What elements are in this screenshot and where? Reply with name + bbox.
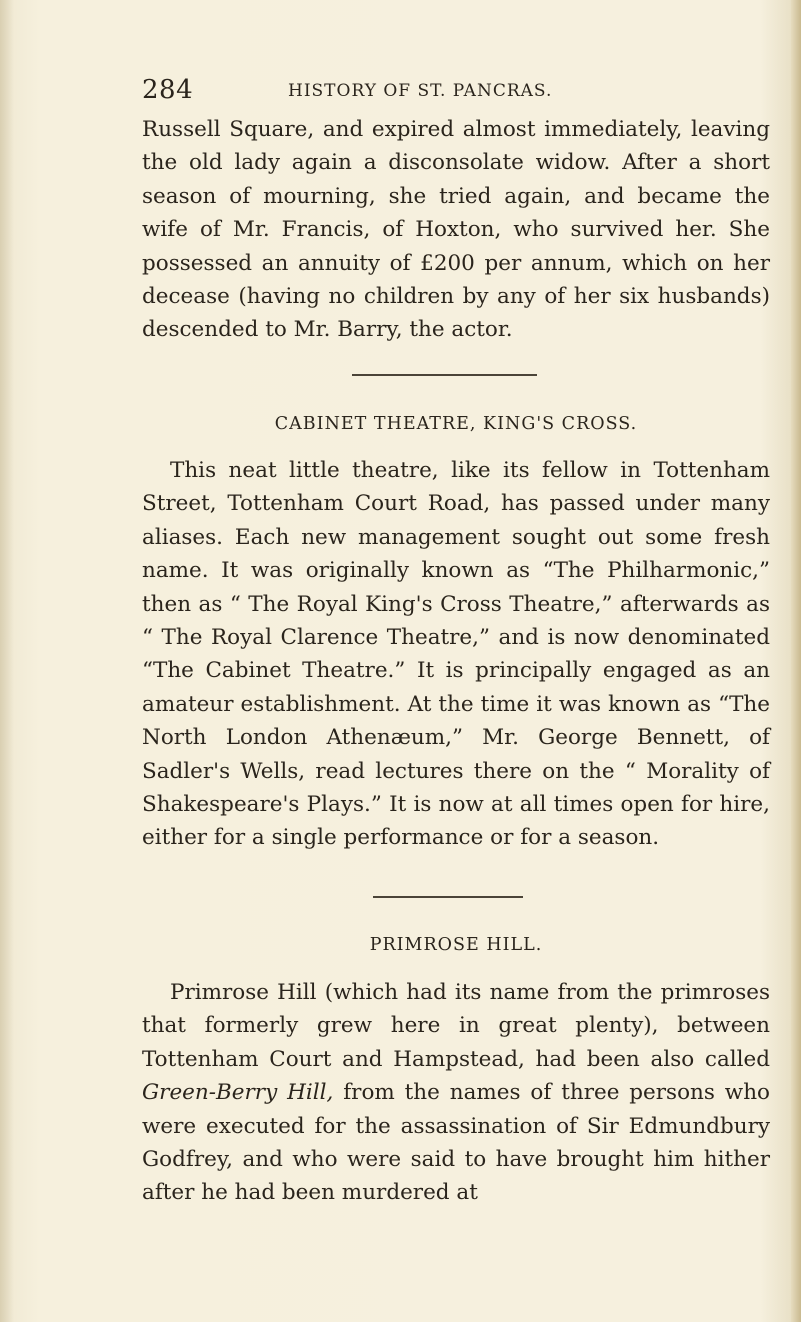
section-divider	[352, 374, 537, 376]
section-title-primrose-hill: PRIMROSE HILL.	[369, 935, 543, 955]
green-berry-hill-italic: Green-Berry Hill,	[142, 1080, 334, 1106]
primrose-hill-text-end: from the names of three persons who were executed for the assassination of Sir Edmundbury Godfrey, and who were said to have brought him hither after he had been murdered at	[142, 1080, 770, 1206]
page-number: 284	[142, 75, 194, 105]
section-title-cabinet-theatre: CABINET THEATRE, KING'S CROSS.	[274, 414, 638, 434]
primrose-hill-paragraph-block	[142, 976, 770, 1210]
primrose-hill-paragraph	[142, 976, 770, 1210]
section-divider	[373, 896, 523, 898]
opening-paragraph: Russell Square, and expired almost immediately, leaving the old lady again a disconsolate widow. After a short season of mourning, she tried again, and became the wife of Mr. Francis, of Hoxton, who survived her. She possessed an annuity of £200 per annum, which on her decease (having no children by any of her six husbands) descended to Mr. Barry, the actor.	[142, 117, 770, 343]
running-head: HISTORY OF ST. PANCRAS.	[288, 81, 553, 101]
cabinet-theatre-paragraph-block	[142, 454, 770, 855]
primrose-hill-text-start: Primrose Hill (which had its name from the primroses that formerly grew here in great plenty), between Tottenham Court and Hampstead, had been also called	[142, 980, 770, 1072]
page-right-edge	[791, 0, 801, 1322]
cabinet-theatre-paragraph: This neat little theatre, like its fellow in Tottenham Street, Tottenham Court Road, has passed under many aliases. Each new management sought out some fresh name. It was originally known as “The Philharmonic,” then as “ The Royal King's Cross Theatre,” afterwards as “ The Royal Clarence Theatre,” and is now denominated “The Cabinet Theatre.” It is principally engaged as an amateur establishment. At the time it was known as “The North London Athenæum,” Mr. George Bennett, of Sadler's Wells, read lectures there on the “ Morality of Shakespeare's Plays.” It is now at all times open for hire, either for a single performance or for a season.	[142, 458, 770, 851]
page-left-edge	[0, 0, 14, 1322]
opening-paragraph-block	[142, 113, 770, 347]
page-header	[142, 75, 774, 109]
